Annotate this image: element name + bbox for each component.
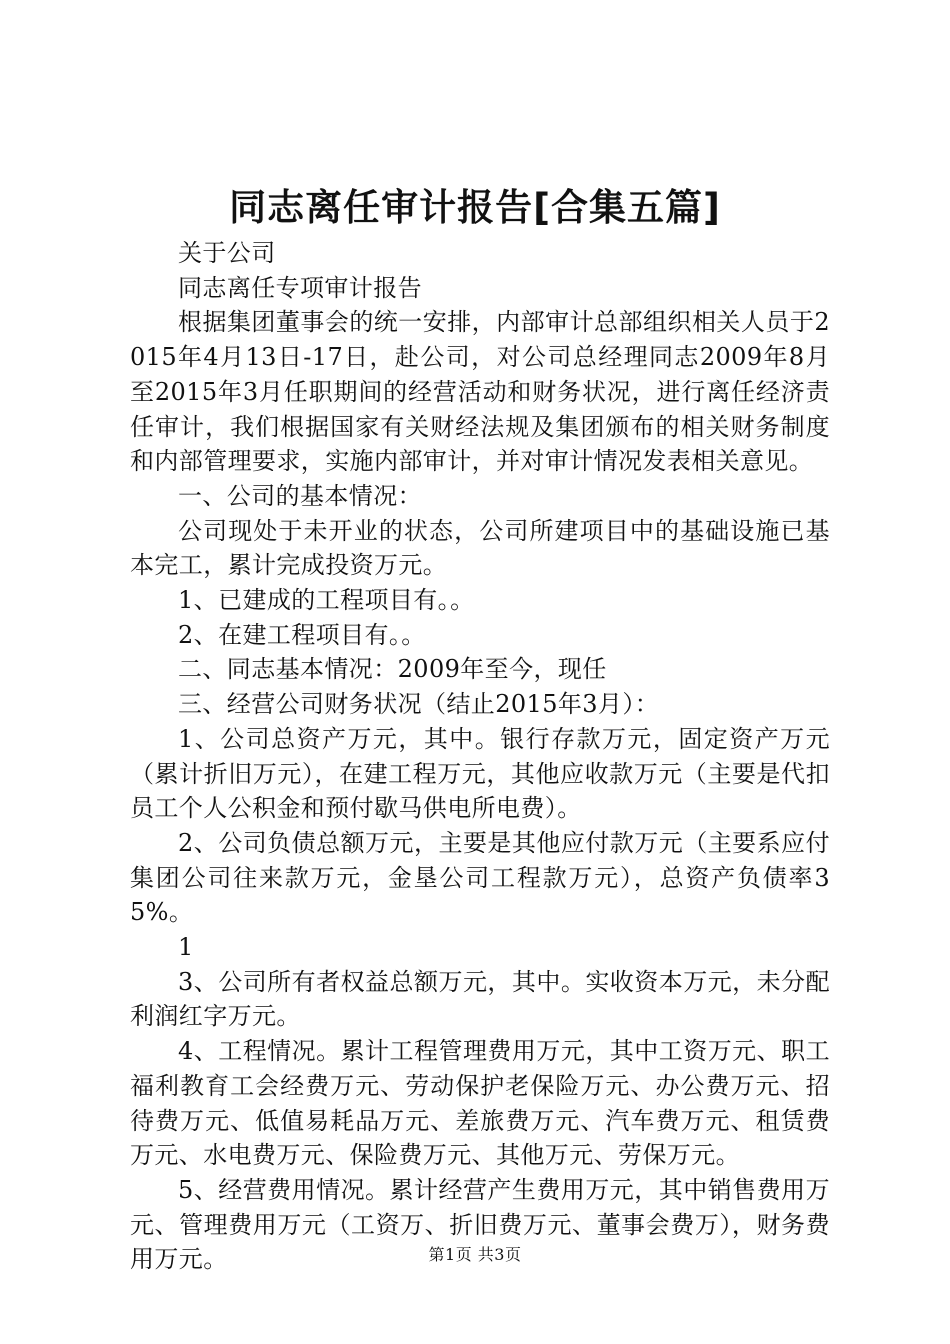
list-item-total-assets: 1、公司总资产万元，其中。银行存款万元，固定资产万元（累计折旧万元），在建工程万元，其他应收款万元（主要是代扣员工个人公积金和预付歇马供电所电费）。 — [130, 724, 830, 823]
list-item-ongoing-projects: 2、在建工程项目有。。 — [178, 620, 426, 649]
list-item-operating-expenses: 5、经营费用情况。累计经营产生费用万元，其中销售费用万元、管理费用万元（工资万、折旧费万元、董事会费万），财务费用万元。 — [130, 1175, 830, 1274]
document-body — [130, 236, 830, 1277]
list-item-project-costs: 4、工程情况。累计工程管理费用万元，其中工资万元、职工福利教育工会经费万元、劳动保护老保险万元、办公费万元、招待费万元、低值易耗品万元、差旅费万元、汽车费万元、租赁费万元、水电费万元、保险费万元、其他万元、劳保万元。 — [130, 1037, 830, 1170]
paragraph-report-title: 同志离任专项审计报告 — [178, 273, 422, 302]
page-number-footer: 第1页 共3页 — [428, 1245, 522, 1264]
document-title: 同志离任审计报告[合集五篇] — [229, 186, 721, 229]
paragraph-company-status: 公司现处于未开业的状态，公司所建项目中的基础设施已基本完工，累计完成投资万元。 — [130, 516, 830, 580]
section-heading-financial-status: 三、经营公司财务状况（结止2015年3月）： — [178, 690, 660, 719]
inline-page-marker: 1 — [178, 933, 194, 962]
section-heading-basic-info: 一、公司的基本情况： — [178, 481, 422, 510]
paragraph-company-heading: 关于公司 — [178, 239, 276, 267]
paragraph-intro: 根据集团董事会的统一安排，内部审计总部组织相关人员于2015年4月13日-17日，赴公司，对公司总经理同志2009年8月至2015年3月任职期间的经营活动和财务状况，进行离任经济责任审计，我们根据国家有关财经法规及集团颁布的相关财务制度和内部管理要求，实施内部审计，并对审计情况发表相关意见。 — [130, 308, 830, 476]
list-item-owner-equity: 3、公司所有者权益总额万元，其中。实收资本万元，未分配利润红字万元。 — [130, 967, 830, 1031]
list-item-completed-projects: 1、已建成的工程项目有。。 — [178, 586, 475, 615]
list-item-total-liabilities: 2、公司负债总额万元，主要是其他应付款万元（主要系应付集团公司往来款万元，金垦公司工程款万元），总资产负债率35%。 — [130, 828, 830, 927]
section-heading-person-info: 二、同志基本情况：2009年至今，现任 — [178, 655, 607, 684]
